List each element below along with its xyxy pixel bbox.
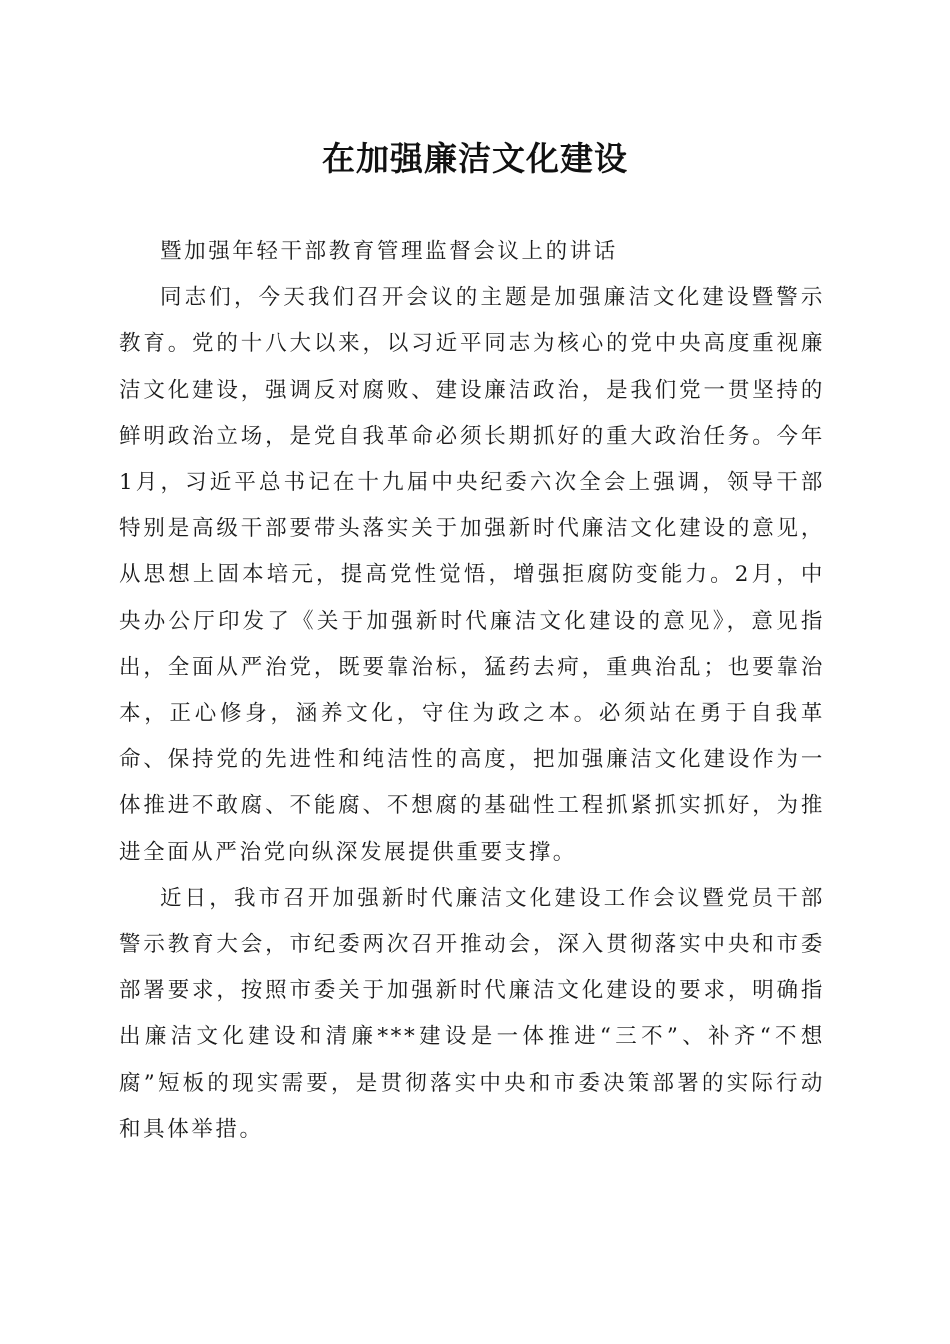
- document-body: [119, 229, 825, 1153]
- subtitle-paragraph: 暨加强年轻干部教育管理监督会议上的讲话: [160, 239, 618, 264]
- document-title: 在加强廉洁文化建设: [322, 139, 628, 178]
- body-paragraph-2: 近日，我市召开加强新时代廉洁文化建设工作会议暨党员干部警示教育大会，市纪委两次召开推动会，深入贯彻落实中央和市委部署要求，按照市委关于加强新时代廉洁文化建设的要求，明确指出廉洁文化建设和清廉***建设是一体推进“三不”、补齐“不想腐”短板的现实需要，是贯彻落实中央和市委决策部署的实际行动和具体举措。: [119, 885, 825, 1142]
- body-paragraph-1: 同志们，今天我们召开会议的主题是加强廉洁文化建设暨警示教育。党的十八大以来，以习近平同志为核心的党中央高度重视廉洁文化建设，强调反对腐败、建设廉洁政治，是我们党一贯坚持的鲜明政治立场，是党自我革命必须长期抓好的重大政治任务。今年1月，习近平总书记在十九届中央纪委六次全会上强调，领导干部特别是高级干部要带头落实关于加强新时代廉洁文化建设的意见，从思想上固本培元，提高党性觉悟，增强拒腐防变能力。2月，中央办公厅印发了《关于加强新时代廉洁文化建设的意见》，意见指出，全面从严治党，既要靠治标，猛药去疴，重典治乱；也要靠治本，正心修身，涵养文化，守住为政之本。必须站在勇于自我革命、保持党的先进性和纯洁性的高度，把加强廉洁文化建设作为一体推进不敢腐、不能腐、不想腐的基础性工程抓紧抓实抓好，为推进全面从严治党向纵深发展提供重要支撑。: [119, 285, 825, 865]
